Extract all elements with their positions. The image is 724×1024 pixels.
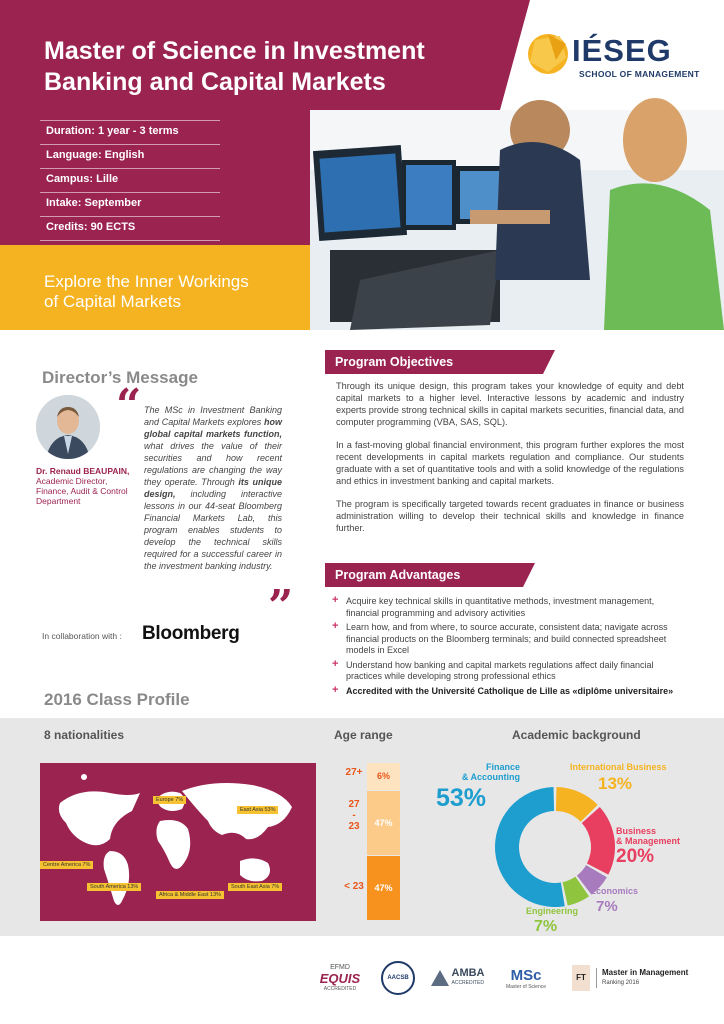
collaboration-label: In collaboration with : [42, 631, 122, 641]
label-finance: Finance & Accounting [461, 762, 520, 782]
msc-logo: MSc Master of Science [505, 966, 547, 990]
amba-logo: AMBA ACCREDITED [424, 958, 490, 998]
bloomberg-logo: Bloomberg [142, 623, 240, 644]
map-label-africa-middle-east: Africa & Middle East 13% [156, 891, 224, 899]
age-bar-label: 47% [374, 817, 393, 828]
ft-ranking-logo: FT Master in Management Ranking 2016 [572, 958, 692, 998]
value-finance: 53% [436, 784, 487, 812]
plus-icon: + [332, 594, 339, 606]
label-business-management: Business & Management [616, 826, 681, 846]
aacsb-logo: AACSB [378, 958, 418, 998]
objectives-heading: Program Objectives [335, 355, 454, 369]
objectives-text [336, 380, 684, 545]
list-item: + Learn how, and from where, to source accurate, consistent data; navigate across financial products on the Bloomberg terminals; and build connected spreadsheet models in Excel [332, 620, 668, 655]
academic-background-heading: Academic background [512, 728, 641, 742]
map-label-centre-america: Centre America 7% [40, 861, 93, 869]
value-engineering: 7% [534, 918, 558, 935]
plus-icon: + [332, 657, 339, 670]
age-range-chart [341, 763, 400, 921]
fact-intake: Intake: September [40, 193, 220, 217]
fact-language: Language: English [40, 145, 220, 169]
label-engineering: Engineering [526, 906, 579, 916]
age-category-label: < 23 [344, 881, 364, 892]
map-label-south-east-asia: South East Asia 7% [228, 883, 282, 891]
age-category-label: 27 - 23 [348, 799, 360, 832]
donut-slice-3 [582, 807, 615, 875]
open-quote-icon: “ [116, 380, 142, 431]
class-profile-heading: 2016 Class Profile [44, 690, 190, 709]
advantages-heading: Program Advantages [335, 568, 461, 582]
map-label-east-asia: East Asia 53% [237, 806, 278, 814]
director-name: Dr. Renaud BEAUPAIN, Academic Director, Finance, Audit & Control Department [36, 466, 130, 506]
plus-icon: + [332, 620, 339, 632]
label-international-business: International Business [570, 762, 667, 772]
director-photo [36, 395, 100, 459]
objectives-paragraph-1: Through its unique design, this program takes your knowledge of equity and debt capital markets to a higher level. Interactive lessons by academic and industry experts provide strong technical skills in capital markets securities, financial data, and computer programming (VBA, SAS, SQL). [336, 381, 684, 427]
advantages-list [332, 596, 688, 700]
list-item: + Accredited with the Université Catholique de Lille as «diplôme universitaire» [332, 683, 674, 696]
objectives-paragraph-2: In a fast-moving global financial environment, this program further explores the most recent developments in capital markets regulation and compliance. Our students graduate with a set of quantitative tools and with a solid knowledge of the regulations and ethics in investment banking and capital markets. [336, 440, 684, 486]
world-map [40, 763, 316, 921]
donut-slice-1 [495, 787, 565, 907]
academic-chart [430, 752, 724, 936]
equis-logo: EFMD EQUIS ACCREDITED [319, 964, 361, 992]
map-label-south-america: South America 13% [87, 883, 141, 891]
value-international-business: 13% [598, 774, 633, 793]
nationalities-heading: 8 nationalities [44, 728, 125, 742]
close-quote-icon: ” [268, 581, 294, 632]
list-item: + Acquire key technical skills in quantitative methods, investment management, financial programming and advisory activities [332, 594, 655, 618]
logo-subtitle: SCHOOL OF MANAGEMENT [579, 69, 700, 79]
fact-duration: Duration: 1 year - 3 terms [40, 120, 220, 145]
directors-message-heading: Director’s Message [42, 368, 198, 387]
map-label-europe: Europe 7% [153, 796, 186, 804]
fact-credits: Credits: 90 ECTS [40, 217, 220, 241]
age-bar-label: 47% [374, 882, 393, 893]
age-range-heading: Age range [334, 728, 393, 742]
plus-icon: + [332, 683, 339, 696]
objectives-paragraph-3: The program is specifically targeted towards recent graduates in finance or business administration willing to develop their technical skills and knowledge in finance further. [336, 499, 684, 533]
age-bar-label: 6% [376, 771, 390, 781]
page-title: Master of Science in Investment Banking and Capital Markets [44, 37, 425, 96]
fact-campus: Campus: Lille [40, 169, 220, 193]
ieseg-logo-mark [528, 34, 568, 74]
label-economics: Economics [590, 886, 639, 896]
logo-wordmark: IÉSEG [572, 33, 672, 68]
tagline: Explore the Inner Workings of Capital Markets [44, 272, 249, 311]
value-business-management: 20% [616, 846, 655, 867]
trading-room-photo [310, 98, 724, 330]
director-quote: The MSc in Investment Banking and Capital Markets explores how global capital markets function, what drives the value of their securities and how recent regulations are changing the way they operate. Through its unique design, including interactive lessons in our 44-seat Bloomberg Financial Markets Lab, this program enables students to develop the technical skills required for a successful career in the investment banking industry. [144, 405, 282, 571]
value-economics: 7% [596, 898, 618, 915]
age-category-label: 27+ [345, 767, 363, 778]
key-facts [40, 120, 220, 241]
list-item: + Understand how banking and capital markets regulations affect daily financial practices while developing strong professional ethics [332, 657, 654, 681]
